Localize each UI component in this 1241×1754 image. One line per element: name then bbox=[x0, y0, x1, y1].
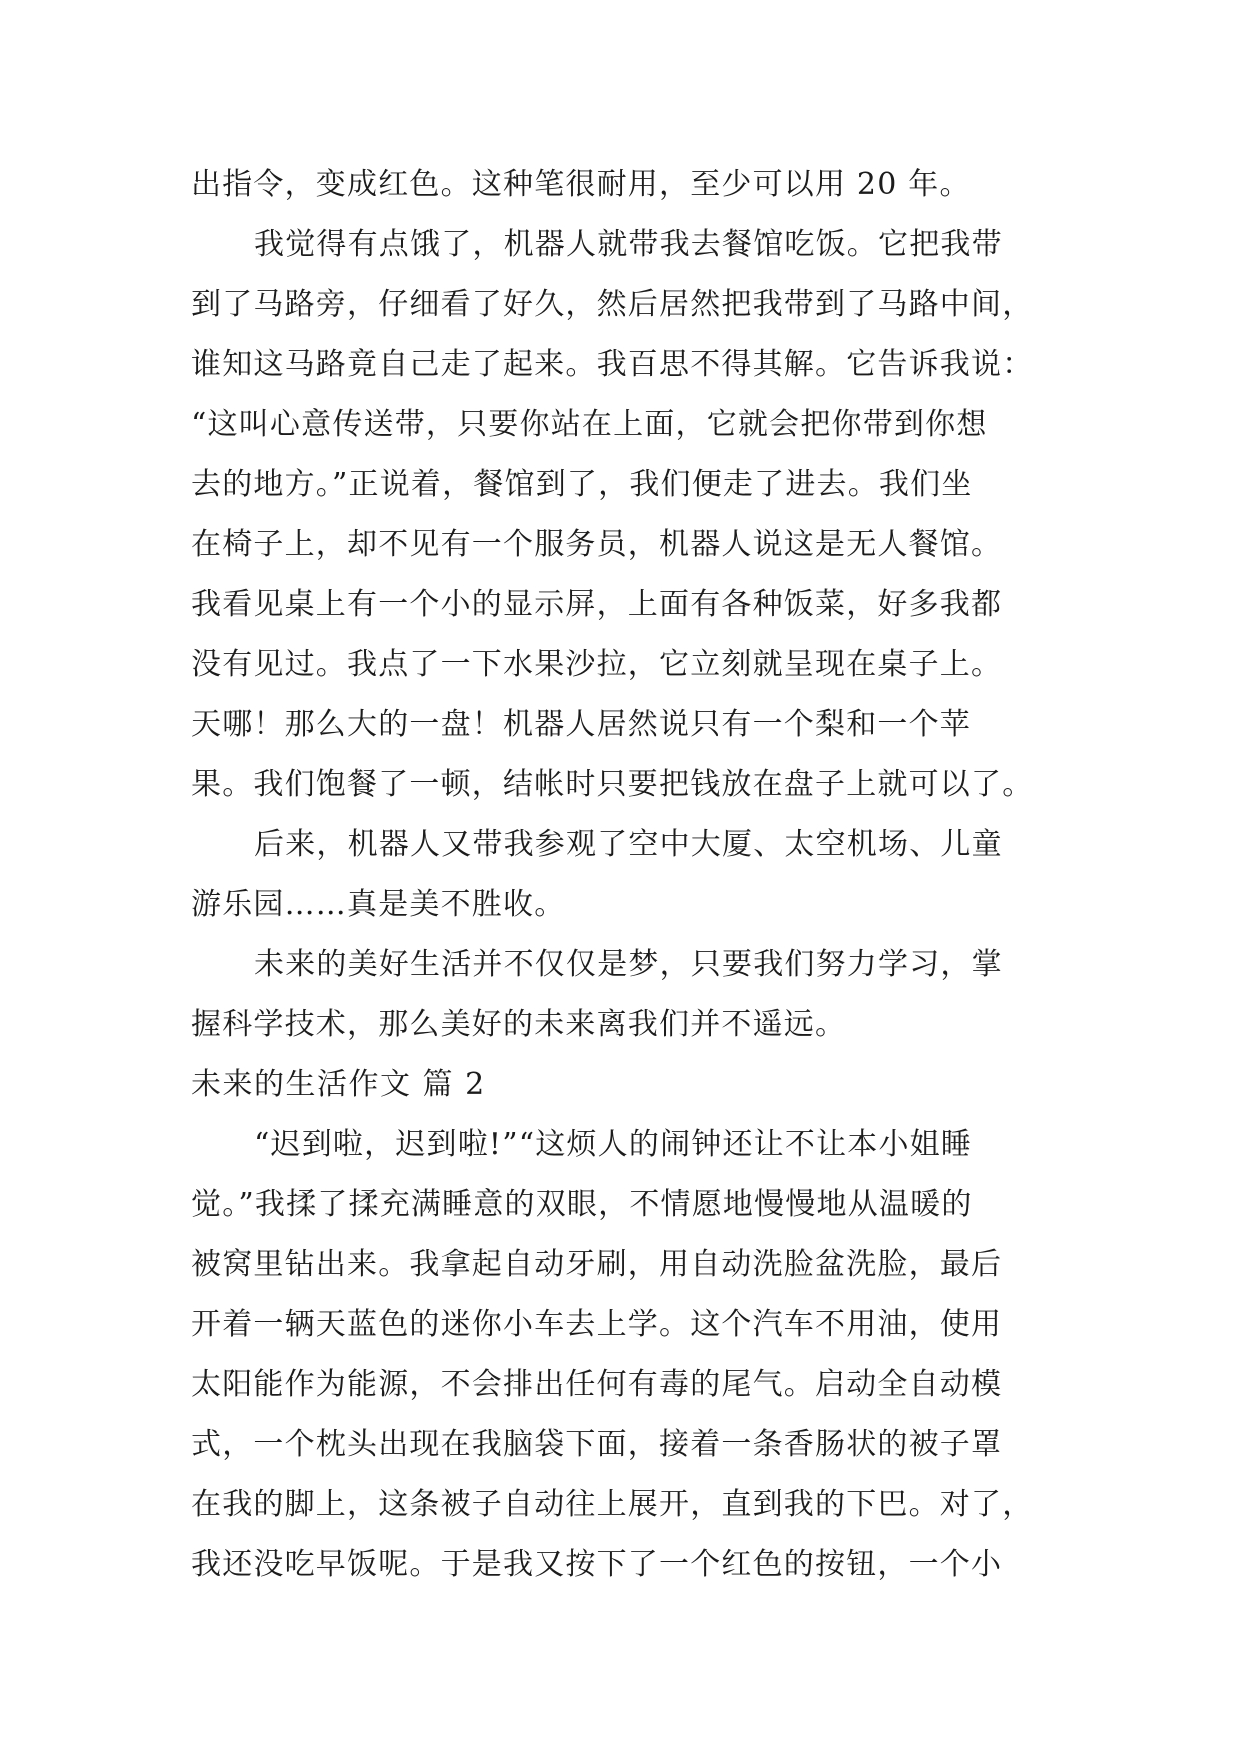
text-line: 出指令，变成红色。这种笔很耐用，至少可以用 20 年。 bbox=[191, 167, 971, 202]
text-line: 在我的脚上，这条被子自动往上展开，直到我的下巴。对了， bbox=[191, 1487, 1034, 1522]
text-line: 太阳能作为能源，不会排出任何有毒的尾气。启动全自动模 bbox=[191, 1367, 1003, 1402]
text-line: 后来，机器人又带我参观了空中大厦、太空机场、儿童 bbox=[254, 827, 1003, 862]
text-line: 我还没吃早饭呢。于是我又按下了一个红色的按钮，一个小 bbox=[191, 1547, 1003, 1582]
text-line: 觉。”我揉了揉充满睡意的双眼，不情愿地慢慢地从温暖的 bbox=[191, 1187, 973, 1222]
text-line: 没有见过。我点了一下水果沙拉，它立刻就呈现在桌子上。 bbox=[191, 647, 1003, 682]
text-line: 在椅子上，却不见有一个服务员，机器人说这是无人餐馆。 bbox=[191, 527, 1003, 562]
text-line: 我看见桌上有一个小的显示屏，上面有各种饭菜，好多我都 bbox=[191, 587, 1003, 622]
text-line: 式，一个枕头出现在我脑袋下面，接着一条香肠状的被子罩 bbox=[191, 1427, 1003, 1462]
section-heading: 未来的生活作文 篇 2 bbox=[191, 1067, 486, 1102]
text-line: 被窝里钻出来。我拿起自动牙刷，用自动洗脸盆洗脸，最后 bbox=[191, 1247, 1003, 1282]
text-line: 去的地方。”正说着，餐馆到了，我们便走了进去。我们坐 bbox=[191, 467, 973, 502]
text-line: 开着一辆天蓝色的迷你小车去上学。这个汽车不用油，使用 bbox=[191, 1307, 1003, 1342]
text-line: 握科学技术，那么美好的未来离我们并不遥远。 bbox=[191, 1007, 847, 1042]
text-line: 谁知这马路竟自己走了起来。我百思不得其解。它告诉我说： bbox=[191, 347, 1034, 382]
text-line: 我觉得有点饿了，机器人就带我去餐馆吃饭。它把我带 bbox=[254, 227, 1003, 262]
text-line: 天哪！那么大的一盘！机器人居然说只有一个梨和一个苹 bbox=[191, 707, 971, 742]
text-line: “迟到啦，迟到啦!”“这烦人的闹钟还让不让本小姐睡 bbox=[254, 1127, 973, 1162]
text-line: 果。我们饱餐了一顿，结帐时只要把钱放在盘子上就可以了。 bbox=[191, 767, 1034, 802]
text-line: “这叫心意传送带，只要你站在上面，它就会把你带到你想 bbox=[191, 407, 988, 442]
text-line: 到了马路旁，仔细看了好久，然后居然把我带到了马路中间， bbox=[191, 287, 1034, 322]
text-line: 游乐园……真是美不胜收。 bbox=[191, 887, 566, 922]
text-line: 未来的美好生活并不仅仅是梦，只要我们努力学习，掌 bbox=[254, 947, 1003, 982]
